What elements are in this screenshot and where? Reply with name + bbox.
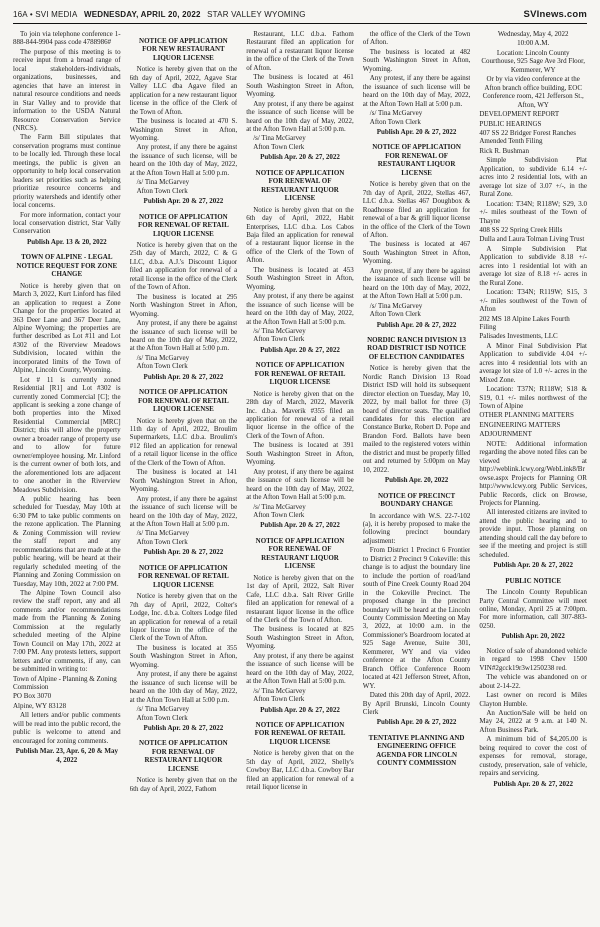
column-2 xyxy=(130,30,238,910)
signature-line: /s/ Tina McGarvey xyxy=(136,353,190,362)
notice-paragraph: From District 1 Precinct 6 Frontier to District 2 Precinct 9 Cokeville: this change is to adjust the boundary line to include the portion of road/land south of Pine Creek County Road 204 in the Cokeville Precinct. The proposed change in the precinct boundary will be heard at the Lincoln County Commission Meeting on May 3, 2022, at 10:00 a.m. in the Commissioner's Boardroom located at 925 Sage Avenue, Suite 301, Kemmerer, WY and via video conference at the Afton County Branch Office Conference Room located at 421 Jefferson Street, Afton, WY. xyxy=(362,546,471,690)
notice-paragraph: Notice is hereby given that on the 11th day of April, 2022, Broulim Supermarkets, LLC d.b.a. Broulim's #12 filed an application for renewal of a retail liquor license in the office of the Clerk of the Town of Afton. xyxy=(129,416,238,467)
notice-paragraph: The vehicle was abandoned on or about 2-14-22. xyxy=(479,673,587,690)
notice-paragraph: All interested citizens are invited to attend the public hearing and to provide input. Those planning on attending should call the day before to see if the meeting and project is still scheduled. xyxy=(479,508,587,559)
signature-line: /s/ Tina McGarvey xyxy=(253,686,306,695)
signature-line: Afton Town Clerk xyxy=(136,362,188,371)
publish-date: Publish Apr. 20 & 27, 2022 xyxy=(376,718,457,727)
notice-paragraph: Dated this 20th day of April, 2022. By April Brunski, Lincoln County Clerk xyxy=(362,691,471,716)
notice-paragraph: For more information, contact your local conservation district, Star Vally Conservation xyxy=(13,210,121,236)
notice-paragraph: Simple Subdivision Plat Application, to subdivide 6.14 +/- acres into 2 residential lots, with an average lot size of 3.07 +/-, in the Rural Zone. xyxy=(479,156,587,199)
notice-heading: NOTICE OF APPLICATION FOR RENEWAL OF RETAIL LIQUOR LICENSE xyxy=(137,212,229,238)
publish-date: Publish Apr. 20, 2022 xyxy=(384,476,449,485)
notice-paragraph: The business is located at 470 S. Washington Street in Afton, Wyoming. xyxy=(129,117,238,142)
notice-paragraph: Any protest, if any there be against the issuance of such license will be heard on the 10th day of May, 2022, at the Afton Town Hall at 5:00 p.m. xyxy=(362,266,471,301)
signature-line: Afton Town Clerk xyxy=(253,695,305,704)
notice-paragraph: Location: T34N; R118W; S29, 3.0 +/- miles southeast of the Town of Thayne xyxy=(479,199,587,225)
notice-heading: NOTICE OF APPLICATION FOR NEW RESTAURANT LIQUOR LICENSE xyxy=(139,37,228,62)
signature-line: /s/ Tina McGarvey xyxy=(369,109,423,118)
notice-paragraph: The business is located at 825 South Washington Street in Afton, Wyoming. xyxy=(246,625,354,651)
notice-heading: TOWN OF ALPINE - LEGAL NOTICE REQUEST FOR ZONE CHANGE xyxy=(16,253,118,279)
notice-paragraph: Any protest, if any there be against the issuance of such license, will be heard on the 10th day of May, 2022, at the Afton Town Hall at 5:00 p.m. xyxy=(129,143,238,177)
text-line: Town of Alpine - Planning & Zoning Commission xyxy=(13,674,117,691)
signature-line: Afton Town Clerk xyxy=(253,142,305,151)
text-line: ADJOURNMENT xyxy=(479,430,532,439)
text-line: 408 SS 22 Spring Creek Hills xyxy=(479,225,563,234)
text-line: DEVELOPMENT REPORT xyxy=(479,110,560,119)
signature-line: /s/ Tina McGarvey xyxy=(369,301,423,310)
publish-date: Publish Apr. 20 & 27, 2022 xyxy=(143,372,224,381)
notice-paragraph: The business is located at 141 North Washington Street in Afton, Wyoming. xyxy=(129,468,238,494)
publish-date: Publish Apr. 20 & 27, 2022 xyxy=(260,521,340,530)
publish-date: Publish Mar. 23, Apr. 6, 20 & May 4, 2022 xyxy=(15,747,118,764)
publish-date: Publish Apr. 20 & 27, 2022 xyxy=(260,705,340,714)
notice-heading: NOTICE OF APPLICATION FOR RENEWAL OF RESTAURANT LIQUOR LICENSE xyxy=(255,168,345,203)
notice-paragraph: The Lincoln County Republican Party Central Committee will meet online, Monday, April 25 at 7:00pm. For more information, call 307-883-0250. xyxy=(479,588,587,630)
signature-line: /s/ Tina McGarvey xyxy=(253,134,306,143)
text-line: PO Box 3070 xyxy=(13,692,52,701)
notice-heading: NOTICE OF APPLICATION FOR RENEWAL OF RETAIL LIQUOR LICENSE xyxy=(254,720,346,746)
site-url: SVInews.com xyxy=(523,9,587,20)
notice-heading: NOTICE OF APPLICATION FOR RENEWAL OF RESTAURANT LIQUOR LICENSE xyxy=(139,739,228,773)
notice-heading: NOTICE OF APPLICATION FOR RENEWAL OF RETAIL LIQUOR LICENSE xyxy=(137,388,229,414)
notice-paragraph: A Minor Final Subdivision Plat Application to subdivide 4.04 +/- acres into 4 residential lots with an average lot size of 1.0 +/- acres in the Mixed Zone. xyxy=(479,341,587,384)
notice-paragraph: Any protest, if any there be against the issuance of such license will be heard on the 10th day of May, 2022, at the Afton Town Hall at 5:00 p.m. xyxy=(129,670,238,704)
notice-paragraph: Location: T37N; R118W; S18 & S19, 0.1 +/- miles northwest of the Town of Alpine xyxy=(479,385,587,411)
notice-heading: NOTICE OF APPLICATION FOR RENEWAL OF RETAIL LIQUOR LICENSE xyxy=(137,563,229,589)
notice-paragraph: Lot # 11 is currently zoned Residential [R1] and Lot #302 is currently zoned Commercial [C]; the applicant is seeking a zone change of both properties into the Mixed Residential Commercial [MRC] District; this will allow the property owner a broader range of property use and to allow for future owner/employee housing. Mr. Linford is the current owner of both lots, and the aforementioned lots are adjacent to one another in the Riverview Meadows Subdivision. xyxy=(13,375,121,494)
notice-paragraph: The Farm Bill stipulates that conservation programs must continue to be locally led. Through these local meetings, the public is given an opportunity to help local conservation leaders set priorities such as helping prioritize resource concerns and priority watersheds and identify other local concerns. xyxy=(13,133,121,210)
notice-paragraph: A Simple Subdivision Plat Application to subdivide 8.18 +/- acres into 1 residential lot with an average lot size of 8.18 +/- acres in the Rural Zone. xyxy=(479,244,587,287)
column-1 xyxy=(13,30,121,910)
notice-paragraph: Any protest, if any there be against the issuance of such license will be heard on the 10th day of May, 2022, at the Afton Town Hall at 5:00 p.m. xyxy=(362,74,471,108)
signature-line: /s/ Tina McGarvey xyxy=(253,502,306,511)
text-line: Rick R. Bushman xyxy=(479,146,529,155)
notice-paragraph: The business is located at 461 South Washington Street in Afton, Wyoming. xyxy=(246,73,354,99)
signature-line: Afton Town Clerk xyxy=(136,186,188,195)
notice-paragraph: The Alpine Town Council also review the staff report, any and all comments and/or recommendations made from the Planning & Zoning Commission at the regularly scheduled meeting of the Alpine Town Council on May 17th, 2022 at 7:00 PM. Any protests letters, support letters and/or comments, if any, can be submitted in writing to: xyxy=(13,589,121,674)
publish-date: Publish Apr. 13 & 20, 2022 xyxy=(26,237,107,246)
publish-date: Publish Apr. 20 & 27, 2022 xyxy=(376,320,457,329)
page-number: 16A • SVI MEDIA xyxy=(13,10,78,19)
notice-paragraph: Last owner on record is Miles Clayton Humble. xyxy=(479,691,587,708)
signature-line: /s/ Tina McGarvey xyxy=(136,529,190,538)
header-left xyxy=(13,10,310,19)
notice-paragraph: NOTE: Additional information regarding the above noted files can be viewed at http://weblink.lcwy.org/WebLink8/Browse.aspx Projects for Planning OR http://www.lcwy.org Public Services, Public Records, click on Browse, Projects for Planning. xyxy=(479,439,587,508)
notice-heading: NOTICE OF PRECINCT BOUNDARY CHANGE xyxy=(378,491,456,509)
notice-heading: NORDIC RANCH DIVISION 13 ROAD DISTRICT ISD NOTICE OF ELECTION CANDIDATES xyxy=(367,335,467,361)
notice-paragraph: Notice is hereby given that on the 25th day of March, 2022, C & G LLC, d.b.a. A.J.'s Discount Liquor filed an application for renewal of a retail license in the office of the Clerk of the Town of Afton. xyxy=(129,240,238,292)
notice-paragraph: Notice is hereby given that on the 1st day of April, 2022, Salt River Cafe, LLC d.b.a. Salt River Grille filed an application for renewal of a restaurant liquor license in the office of the Clerk of the Town of Afton. xyxy=(246,573,354,624)
publish-date: Publish Apr. 20, 2022 xyxy=(501,632,565,641)
signature-line: Afton Town Clerk xyxy=(136,713,188,722)
signature-line: /s/ Tina McGarvey xyxy=(136,178,190,187)
notice-paragraph: The business is located at 467 South Washington Street in Afton, Wyoming. xyxy=(362,240,471,266)
signature-line: Afton Town Clerk xyxy=(369,310,421,319)
column-5 xyxy=(479,30,587,910)
issue-date: WEDNESDAY, APRIL 20, 2022 xyxy=(83,10,201,19)
text-line: 407 SS 22 Bridger Forest Ranches Amended Tenth Filing xyxy=(479,128,577,146)
notice-paragraph: The business is located at 355 South Washington Street in Afton, Wyoming. xyxy=(129,643,238,669)
notice-paragraph: The business is located at 453 South Washington Street in Afton, Wyoming. xyxy=(246,265,354,291)
text-line: OTHER PLANNING MATTERS xyxy=(479,411,574,420)
notice-paragraph: Notice is hereby given that on the 6th day of April, 2022, Agave Star Valley LLC dba Agave filed an application for a new restaurant liquor license in the office of the Clerk of the Town of Afton. xyxy=(129,65,238,116)
notice-paragraph: Any protest, if any there be against the issuance of such license will be heard on the 10th day of May, 2022, at the Afton Town Hall at 5:00 p.m. xyxy=(246,467,354,502)
text-line: 202 MS 18 Alpine Lakes Fourth Filing xyxy=(479,314,570,331)
notice-paragraph: Notice of sale of abandoned vehicle in regard to 1998 Chev 1500 VIN#2gcck19r3w1250238 red. xyxy=(479,646,587,672)
signature-line: Afton Town Clerk xyxy=(253,335,305,344)
notice-paragraph: Notice is hereby given that on the 5th day of April, 2022, Shelly's Cowboy Bar, LLC d.b.a. Cowboy Bar filed an application for renewal of a retail liquor license in xyxy=(246,749,354,792)
publish-date: Publish Apr. 20 & 27, 2022 xyxy=(143,723,224,732)
signature-line: /s/ Tina McGarvey xyxy=(136,705,190,714)
publish-date: Publish Apr. 20 & 27, 2022 xyxy=(260,153,340,162)
notice-heading: NOTICE OF APPLICATION FOR RENEWAL OF RESTAURANT LIQUOR LICENSE xyxy=(255,536,345,571)
notice-paragraph: In accordance with W.S. 22-7-102 (a), it is hereby proposed to make the following precinct boundary adjustment: xyxy=(362,511,471,545)
notice-heading: PUBLIC NOTICE xyxy=(505,576,562,585)
notice-paragraph: Location: T34N; R119W; S15, 3 +/- miles southwest of the Town of Afton xyxy=(479,288,587,314)
notice-paragraph: Notice is hereby given that on the 7th day of April, 2022, Colter's Lodge, Inc. d.b.a. Colters Lodge filed an application for renewal of a retail liquor license in the office of the Clerk of the Town of Afton. xyxy=(129,592,238,643)
notice-paragraph: To join via telephone conference 1-888-844-9904 pass code 4788986# xyxy=(13,30,121,47)
signature-line: Afton Town Clerk xyxy=(369,117,421,126)
region-label: STAR VALLEY WYOMING xyxy=(207,10,306,19)
notice-paragraph: the office of the Clerk of the Town of Afton. xyxy=(362,30,471,47)
centered-line: 10:00 A.M. xyxy=(517,39,550,48)
legal-notices-columns xyxy=(13,30,587,910)
signature-line: Afton Town Clerk xyxy=(136,537,188,546)
centered-line: Wednesday, May 4, 2022 xyxy=(497,30,569,38)
signature-line: Afton Town Clerk xyxy=(253,511,305,520)
notice-paragraph: Notice is hereby given that the Nordic Ranch Division 13 Road District ISD will hold its subsequent director election on Tuesday, May 10, 2022, by mail ballot for three (3) board of director seats. The qualified candidates for this election are Constance Burke, Robert D. Pope and Brandon Ford. Ballots have been mailed to the registered voters within the district and must be properly filled out and returned by 5:00pm on May 10, 2022. xyxy=(362,364,471,474)
notice-paragraph: A minimum bid of $4,205.00 is being required to cover the cost of expenses for removal, storage, custody, preservation, sale of vehicle, repairs and servicing. xyxy=(479,735,587,778)
page-header xyxy=(13,9,587,24)
notice-paragraph: A public hearing has been scheduled for Tuesday, May 10th at 6:30 PM to take public comments on the rezone application. The Planning & Zoning Commission will review the staff report and any recommendations that are made at the public hearing, will be heard at their regularly scheduled meeting of the Planning and Zoning Commission on Tuesday, May 10th, 2022 at 7:00 PM. xyxy=(13,495,121,588)
notice-paragraph: Notice is hereby given that on the 28th day of March, 2022, Maverik Inc. d.b.a. Maverik #355 filed an application for renewal of a retail liquor license in the office of the Clerk of the Town of Afton. xyxy=(246,389,354,440)
notice-paragraph: Notice is hereby given that on the 6th day of April, 2022, Fathom xyxy=(129,776,238,793)
notice-paragraph: Notice is hereby given that on the 6th day of April, 2022, Habit Enterprises, LLC d.b.a. Los Cabos Baja filed an application for renewal of a restaurant liquor license in the office of the Clerk of the Town of Afton. xyxy=(246,205,354,265)
notice-heading: NOTICE OF APPLICATION FOR RENEWAL OF RESTAURANT LIQUOR LICENSE xyxy=(372,143,461,177)
notice-paragraph: Any protest, if any there be against the issuance of such license will be heard on the 10th day of May, 2022, at the Afton Town Hall at 5:00 p.m. xyxy=(246,651,354,686)
text-line: Alpine, WY 83128 xyxy=(13,701,67,710)
notice-paragraph: An Auction/Sale will be held on May 24, 2022 at 9 a.m. at 140 N. Afton Business Park. xyxy=(479,708,587,734)
signature-line: /s/ Tina McGarvey xyxy=(253,326,306,335)
centered-line: Or by via video conference at the Afton branch office building, EOC Conference room, 421 Jefferson St., Afton, WY xyxy=(482,75,584,109)
notice-paragraph: All letters and/or public comments will be read into the public record, the public is welcome to attend and encouraged for zoning comments. xyxy=(13,711,121,745)
centered-line: Location: Lincoln County Courthouse, 925 Sage Ave 3rd Floor, Kemmerer, WY xyxy=(481,48,585,74)
notice-heading: TENTATIVE PLANNING AND ENGINEERING OFFICE AGENDA FOR LINCOLN COUNTY COMMISSION xyxy=(368,733,465,768)
publish-date: Publish Apr. 20 & 27, 2022 xyxy=(493,779,574,788)
notice-paragraph: The purpose of this meeting is to receive input from a broad range of local stakeholders-individuals, organizations, businesses, and agencies that have an interest in natural resource conditions and needs in Star Valley and to provide that information to the USDA Natural Resource Conservation Service (NRCS). xyxy=(13,47,121,132)
text-line: Dulla and Laura Tolman Living Trust xyxy=(479,235,585,244)
notice-paragraph: The business is located at 391 South Washington Street in Afton, Wyoming. xyxy=(246,441,354,467)
notice-paragraph: Restaurant, LLC d.b.a. Fathom Restaurant filed an application for renewal of a restaurant liquor license in the office of the Clerk of the Town of Afton. xyxy=(246,30,354,72)
notice-paragraph: Any protest, if any there be against the issuance of such license will be heard on the 10th day of May, 2022, at the Afton Town Hall at 5:00 p.m. xyxy=(129,494,238,529)
column-3 xyxy=(246,30,354,910)
notice-paragraph: The business is located at 482 South Washington Street in Afton, Wyoming. xyxy=(362,47,471,73)
publish-date: Publish Apr. 20 & 27, 2022 xyxy=(376,127,457,136)
notice-paragraph: Notice is hereby given that on March 3, 2022, Kurt Linford has filed an application to request a Zone Change for the properties located at 363 Deer Lane and 367 Deer Lane, Alpine Wyoming; the properties are further described as Lot #11 and Lot #302 of the Riverview Meadows Subdivision, located within the incorporated limits of the Town of Alpine, Lincoln County, Wyoming. xyxy=(13,281,121,375)
publish-date: Publish Apr. 20 & 27, 2022 xyxy=(143,548,224,557)
publish-date: Publish Apr. 20 & 27, 2022 xyxy=(260,345,340,354)
notice-paragraph: Notice is hereby given that on the 7th day of April, 2022, Stellas 467, LLC d.b.a. Stellas 467 Doughbox & Roadhouse filed an application for renewal of a bar & grill liquor license in the office of the Clerk of the Town of Afton. xyxy=(362,180,471,239)
notice-paragraph: The business is located at 295 North Washington Street in Afton, Wyoming. xyxy=(129,292,238,318)
text-line: ENGINEERING MATTERS xyxy=(479,420,561,429)
notice-heading: NOTICE OF APPLICATION FOR RENEWAL OF RETAIL LIQUOR LICENSE xyxy=(254,361,346,387)
text-line: PUBLIC HEARINGS xyxy=(479,119,542,128)
column-4 xyxy=(363,30,471,910)
notice-paragraph: Any protest, if any there be against the issuance of such license will be heard on the 10th day of May, 2022, at the Afton Town Hall at 5:00 p.m. xyxy=(246,99,354,133)
publish-date: Publish Apr. 20 & 27, 2022 xyxy=(143,197,224,206)
publish-date: Publish Apr. 20 & 27, 2022 xyxy=(493,561,574,570)
notice-paragraph: Any protest, if any there be against the issuance of such license will be heard on the 10th day of May, 2022, at the Afton Town Hall at 5:00 p.m. xyxy=(246,292,354,326)
text-line: Palisades Investments, LLC xyxy=(479,332,558,341)
notice-paragraph: Any protest, if any there be against the issuance of such license will be heard on the 10th day of May, 2022, at the Afton Town Hall at 5:00 p.m. xyxy=(129,319,238,353)
